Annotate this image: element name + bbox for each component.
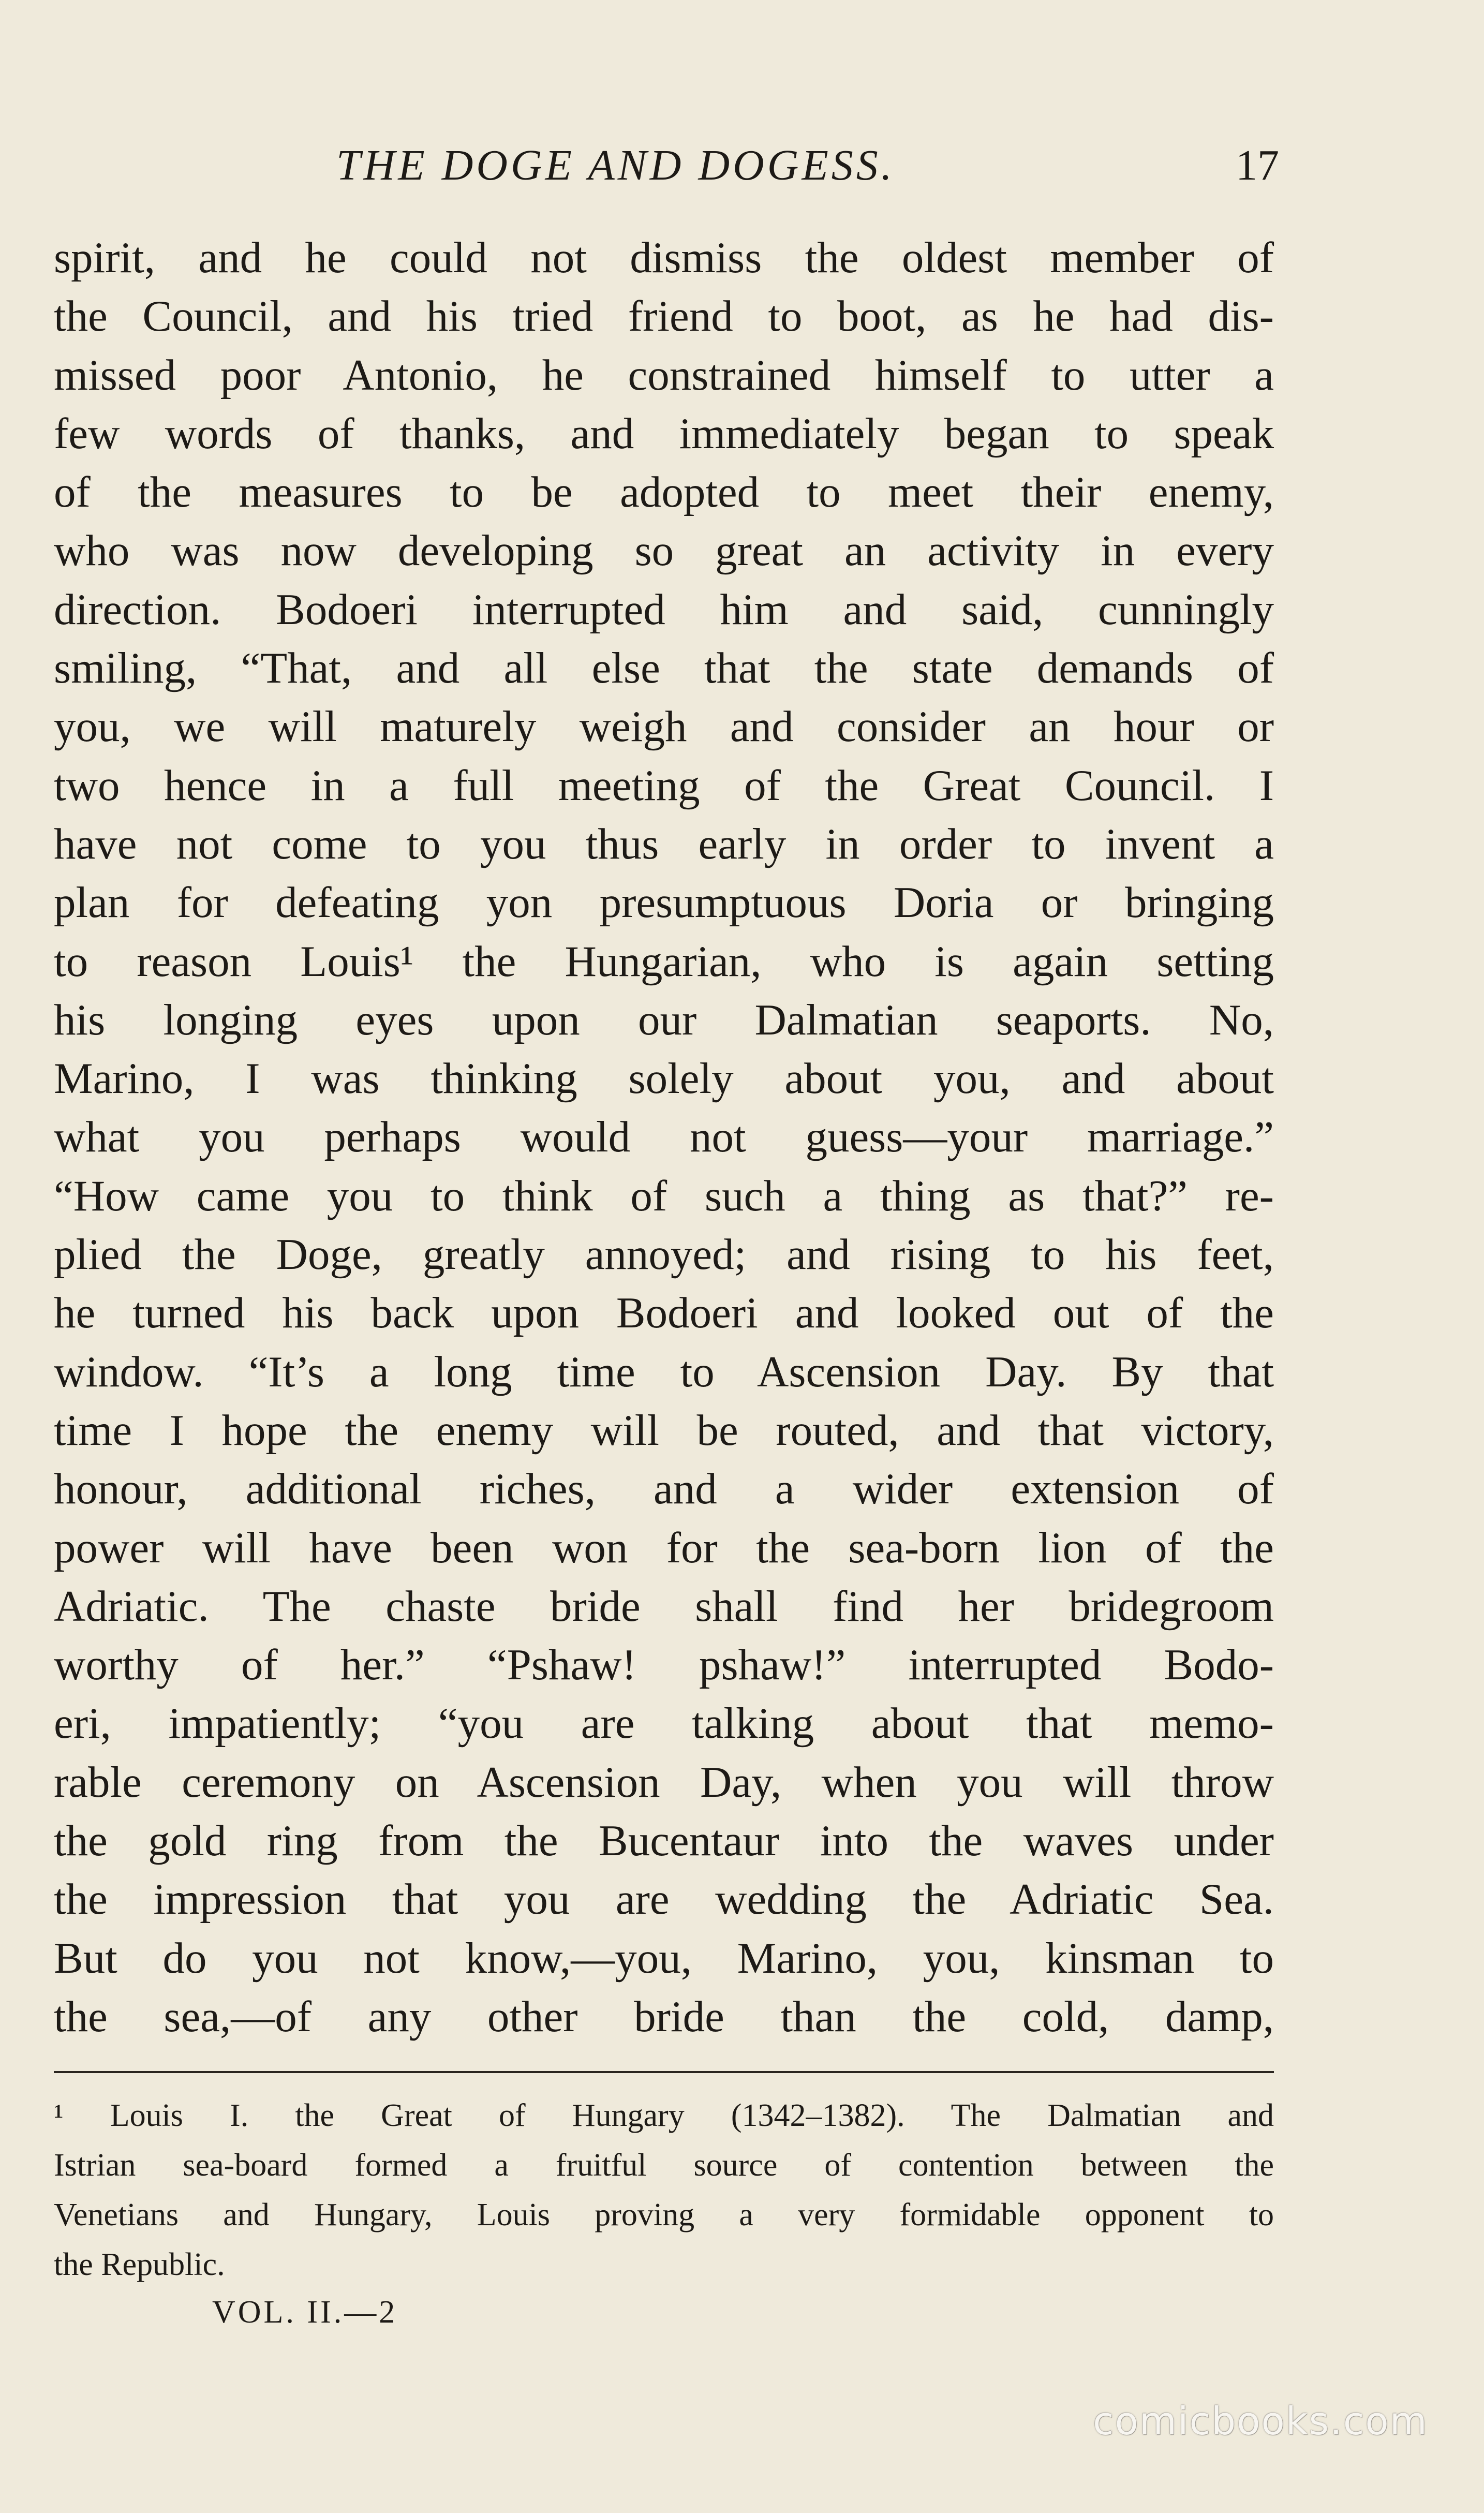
text-line: plied the Doge, greatly annoyed; and rising to his feet, bbox=[54, 1230, 1274, 1279]
text-line: of the measures to be adopted to meet their enemy, bbox=[54, 468, 1274, 517]
watermark: comicbooks.com bbox=[1093, 2399, 1428, 2444]
text-line: have not come to you thus early in order to invent a bbox=[54, 819, 1274, 868]
footnote bbox=[54, 2091, 1274, 2289]
footnote-divider bbox=[54, 2071, 1274, 2073]
footnote-line: ¹ Louis I. the Great of Hungary (1342–1382). The Dalmatian and bbox=[54, 2098, 1274, 2133]
text-line: window. “It’s a long time to Ascension Day. By that bbox=[54, 1347, 1274, 1396]
text-line: Marino, I was thinking solely about you, and about bbox=[54, 1054, 1274, 1103]
footnote-line: the Republic. bbox=[54, 2247, 225, 2282]
text-line: direction. Bodoeri interrupted him and said, cunningly bbox=[54, 585, 1274, 634]
footnote-line: Istrian sea-board formed a fruitful source of contention between the bbox=[54, 2148, 1274, 2183]
signature-mark: VOL. II.—2 bbox=[212, 2295, 398, 2330]
body-text bbox=[54, 229, 1274, 2046]
text-line: who was now developing so great an activity in every bbox=[54, 526, 1274, 575]
text-line: honour, additional riches, and a wider extension of bbox=[54, 1465, 1274, 1514]
text-line: few words of thanks, and immediately began to speak bbox=[54, 409, 1274, 458]
running-head bbox=[0, 132, 1484, 199]
text-line: what you perhaps would not guess—your marriage.” bbox=[54, 1113, 1274, 1162]
page-number: 17 bbox=[1236, 141, 1279, 189]
text-line: worthy of her.” “Pshaw! pshaw!” interrupted Bodo- bbox=[54, 1640, 1274, 1690]
text-line: the Council, and his tried friend to boot, as he had dis- bbox=[54, 292, 1274, 341]
text-line: the impression that you are wedding the Adriatic Sea. bbox=[54, 1875, 1274, 1924]
text-line: the sea,—of any other bride than the cold, damp, bbox=[54, 1992, 1274, 2041]
text-line: “How came you to think of such a thing as that?” re- bbox=[54, 1171, 1274, 1220]
text-line: spirit, and he could not dismiss the oldest member of bbox=[54, 233, 1274, 282]
text-line: the gold ring from the Bucentaur into the waves under bbox=[54, 1816, 1274, 1866]
text-line: Adriatic. The chaste bride shall find her bridegroom bbox=[54, 1581, 1274, 1631]
text-line: plan for defeating yon presumptuous Doria or bringing bbox=[54, 878, 1274, 927]
text-line: two hence in a full meeting of the Great Council. I bbox=[54, 761, 1274, 810]
text-line: But do you not know,—you, Marino, you, kinsman to bbox=[54, 1933, 1274, 1983]
text-line: power will have been won for the sea-born lion of the bbox=[54, 1523, 1274, 1572]
text-line: missed poor Antonio, he constrained himself to utter a bbox=[54, 350, 1274, 400]
running-title: THE DOGE AND DOGESS. bbox=[336, 141, 895, 189]
text-line: his longing eyes upon our Dalmatian seaports. No, bbox=[54, 995, 1274, 1044]
text-line: he turned his back upon Bodoeri and looked out of the bbox=[54, 1289, 1274, 1338]
footnote-line: Venetians and Hungary, Louis proving a very formidable opponent to bbox=[54, 2197, 1274, 2233]
text-line: you, we will maturely weigh and consider an hour or bbox=[54, 702, 1274, 751]
text-line: to reason Louis¹ the Hungarian, who is again setting bbox=[54, 937, 1274, 986]
text-line: rable ceremony on Ascension Day, when you will throw bbox=[54, 1757, 1274, 1807]
text-line: time I hope the enemy will be routed, and that victory, bbox=[54, 1406, 1274, 1455]
text-line: eri, impatiently; “you are talking about that memo- bbox=[54, 1699, 1274, 1748]
text-line: smiling, “That, and all else that the state demands of bbox=[54, 644, 1274, 693]
